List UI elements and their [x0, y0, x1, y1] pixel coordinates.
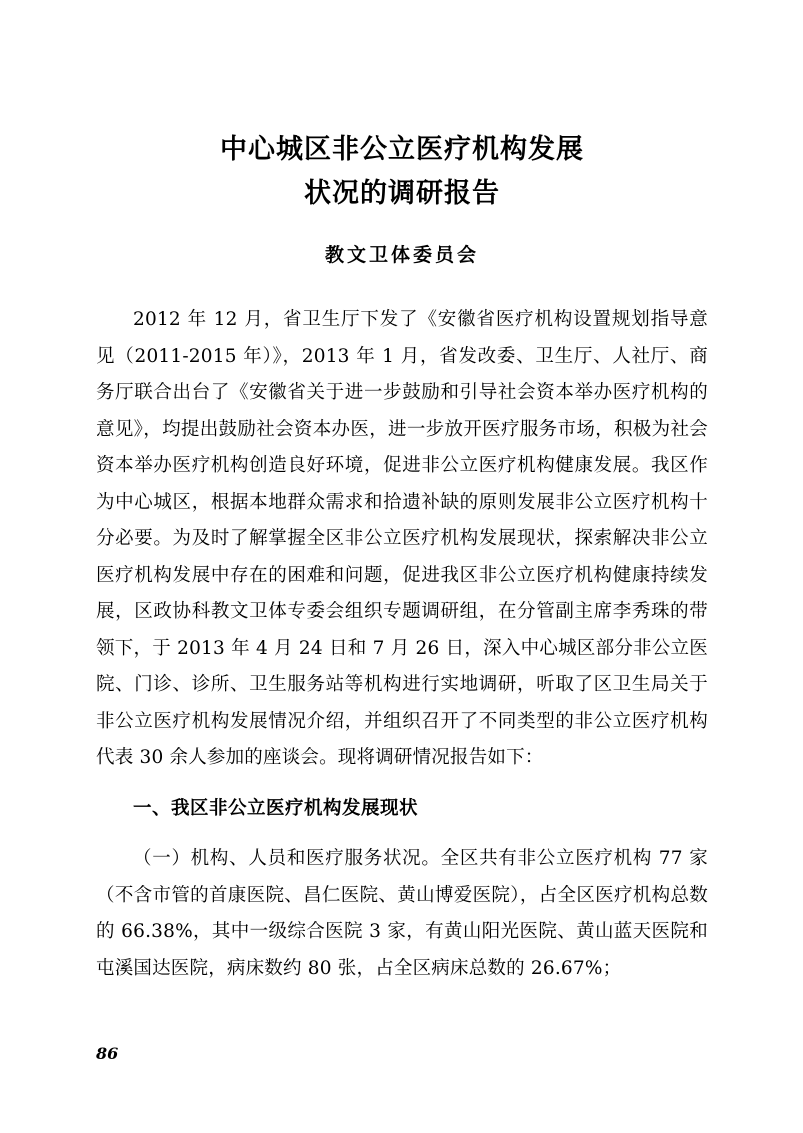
document-author: 教文卫体委员会 [324, 244, 479, 266]
page-title-line-2: 状况的调研报告 [304, 178, 500, 209]
paragraph-section1-item1: （一）机构、人员和医疗服务状况。全区共有非公立医疗机构 77 家（不含市管的首康医院、昌仁医院、黄山博爱医院），占全区医疗机构总数的 66.38%，其中一级综合医院 3 家，有黄山阳光医院、黄山蓝天医院和屯溪国达医院，病床数约 80 张，占全区病床总数的 26.67%； [96, 848, 708, 979]
page-title-line-1: 中心城区非公立医疗机构发展 [220, 134, 584, 165]
paragraph-intro: 2012 年 12 月，省卫生厅下发了《安徽省医疗机构设置规划指导意见（2011-2015 年）》，2013 年 1 月，省发改委、卫生厅、人社厅、商务厅联合出台了《安徽省关于进一步鼓励和引导社会资本举办医疗机构的意见》，均提出鼓励社会资本办医，进一步放开医疗服务市场，积极为社会资本举办医疗机构创造良好环境，促进非公立医疗机构健康发展。我区作为中心城区，根据本地群众需求和拾遗补缺的原则发展非公立医疗机构十分必要。为及时了解掌握全区非公立医疗机构发展现状，探索解决非公立医疗机构发展中存在的困难和问题，促进我区非公立医疗机构健康持续发展，区政协科教文卫体专委会组织专题调研组，在分管副主席李秀珠的带领下，于 2013 年 4 月 24 日和 7 月 26 日，深入中心城区部分非公立医院、门诊、诊所、卫生服务站等机构进行实地调研，听取了区卫生局关于非公立医疗机构发展情况介绍，并组织召开了不同类型的非公立医疗机构代表 30 余人参加的座谈会。现将调研情况报告如下： [96, 309, 708, 768]
page-title [96, 0, 708, 216]
page-number: 86 [96, 1044, 119, 1063]
page-content [96, 0, 708, 987]
section-heading-1: 一、我区非公立医疗机构发展现状 [133, 797, 419, 819]
